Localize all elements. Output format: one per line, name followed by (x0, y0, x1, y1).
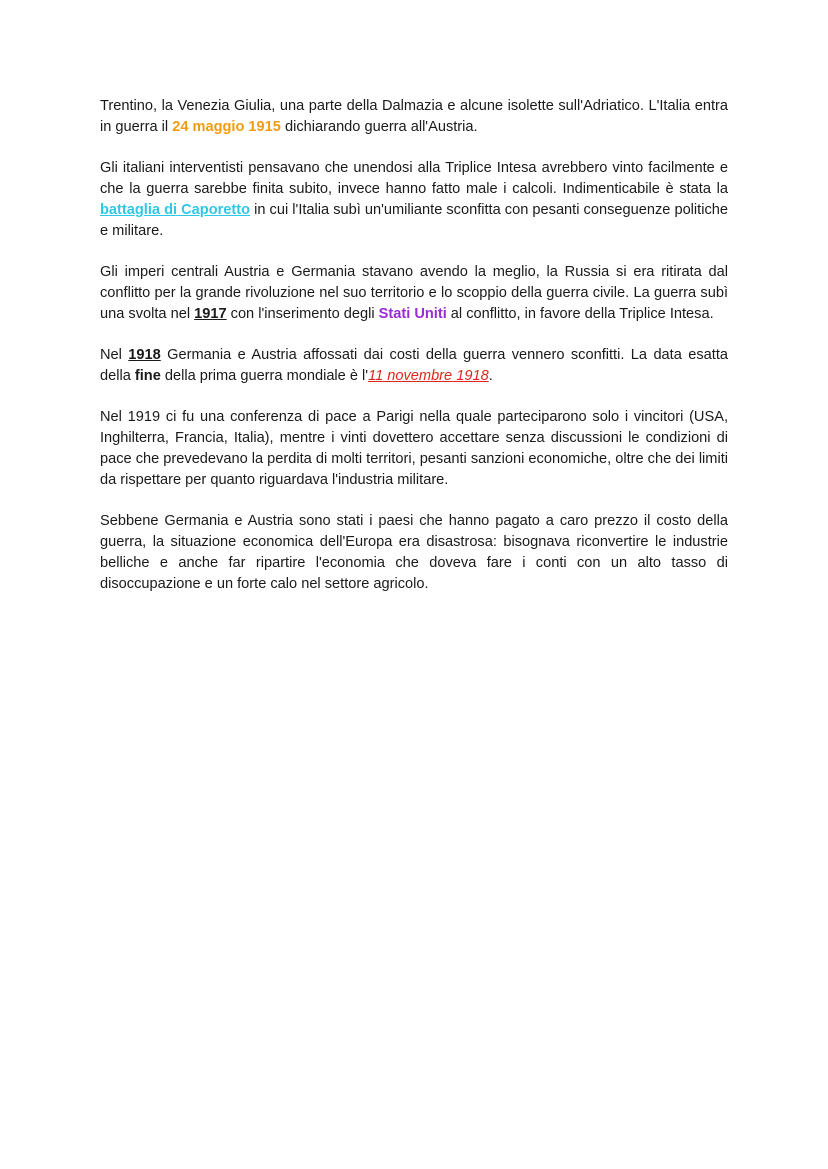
paragraph-text: Trentino, la Venezia Giulia, una parte della Dalmazia e alcune isolette sull'Adriatico. L'Italia entra in guerra il (100, 98, 728, 135)
year-1917: 1917 (194, 306, 227, 322)
caporetto-link[interactable]: battaglia di Caporetto (100, 202, 251, 218)
paragraph-text: con l'inserimento degli (226, 306, 379, 322)
paragraph-interventionists (100, 158, 728, 242)
paragraph-italy-enters-war (100, 96, 728, 138)
paragraph-peace-conference (100, 407, 728, 491)
paragraph-text: dichiarando guerra all'Austria. (280, 119, 478, 135)
paragraph-text: Gli italiani interventisti pensavano che unendosi alla Triplice Intesa avrebbero vinto facilmente e che la guerra sarebbe finita subito, invece hanno fatto male i calcoli. Indimenticabile è stata la (100, 160, 728, 197)
paragraph-text: Nel 1919 ci fu una conferenza di pace a Parigi nella quale parteciparono solo i vincitori (USA, Inghilterra, Francia, Italia), mentre i vinti dovettero accettare senza discussioni le condizioni di pace che prevedevano la perdita di molti territori, pesanti sanzioni economiche, oltre che dei limiti da rispettare per quanto riguardava l'industria militare. (100, 409, 728, 488)
paragraph-central-empires (100, 262, 728, 325)
year-1918: 1918 (128, 347, 161, 363)
paragraph-text: in cui l'Italia subì un'umiliante sconfitta con pesanti conseguenze politiche e militare. (100, 202, 728, 239)
paragraph-text: Nel (100, 347, 129, 363)
paragraph-text: della prima guerra mondiale è l' (160, 368, 369, 384)
war-entry-date: 24 maggio 1915 (172, 119, 281, 135)
armistice-date: 11 novembre 1918 (368, 368, 489, 384)
united-states-highlight: Stati Uniti (378, 306, 447, 322)
paragraph-text: al conflitto, in favore della Triplice Intesa. (446, 306, 714, 322)
paragraph-text: Germania e Austria affossati dai costi della guerra vennero sconfitti. La data esatta della (100, 347, 728, 384)
paragraph-text: Gli imperi centrali Austria e Germania stavano avendo la meglio, la Russia si era ritirata dal conflitto per la grande rivoluzione nel suo territorio e lo scoppio della guerra civile. La guerra subì una svolta nel (100, 264, 728, 322)
paragraph-economic-situation (100, 511, 728, 595)
paragraph-text: Sebbene Germania e Austria sono stati i paesi che hanno pagato a caro prezzo il costo della guerra, la situazione economica dell'Europa era disastrosa: bisognava riconvertire le industrie belliche e anche far ripartire l'economia che doveva fare i conti con un alto tasso di disoccupazione e un forte calo nel settore agricolo. (100, 513, 728, 592)
end-word: fine (134, 368, 161, 384)
paragraph-text: . (488, 368, 493, 384)
paragraph-end-of-war (100, 345, 728, 387)
